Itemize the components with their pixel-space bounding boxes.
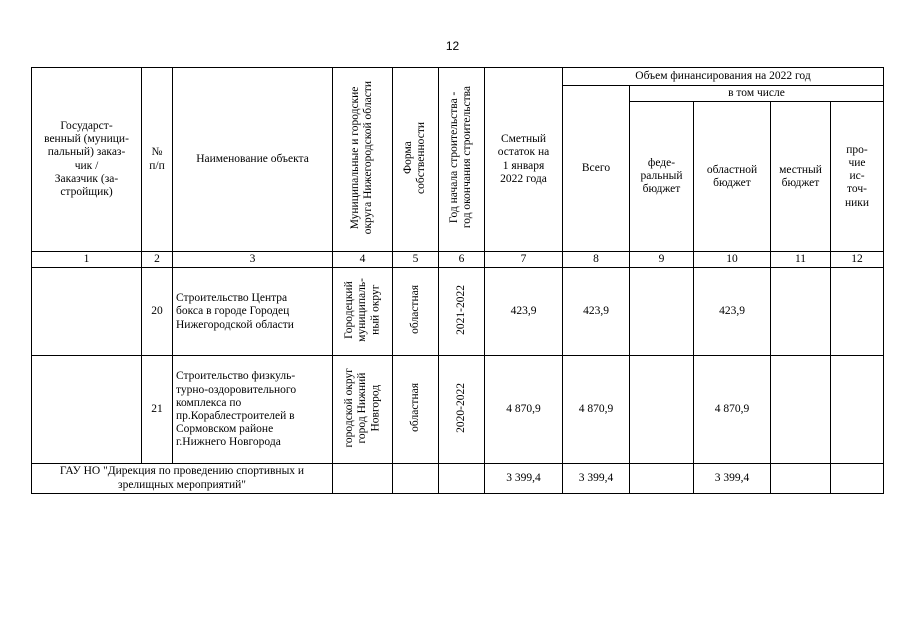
header-total: Всего: [563, 86, 630, 252]
row-other: [831, 356, 884, 464]
table-row: [32, 268, 884, 356]
row-municipal-text: городской округ город Нижний Новгород: [342, 368, 382, 448]
row-federal: [630, 268, 694, 356]
summary-federal: [630, 464, 694, 493]
column-numbers-row: [32, 252, 884, 268]
row-num: 20: [142, 268, 173, 356]
financing-table: [31, 67, 884, 494]
row-years: [439, 268, 485, 356]
row-other: [831, 268, 884, 356]
summary-municipal: [333, 464, 393, 493]
row-federal: [630, 356, 694, 464]
row-name: Строительство физкуль- турно-оздоровительного комплекса по пр.Кораблестроителей в Сормовском районе г.Нижнего Новгорода: [173, 356, 333, 464]
row-customer-cell: [32, 356, 142, 464]
header-ownership-text: Форма собственности: [402, 121, 428, 194]
column-number: 4: [333, 252, 393, 268]
header-customer: Государст- венный (муници- пальный) заказ- чик / Заказчик (за- стройщик): [32, 68, 142, 252]
column-number: 7: [485, 252, 563, 268]
column-number: 6: [439, 252, 485, 268]
header-balance: Сметный остаток на 1 января 2022 года: [485, 68, 563, 252]
column-number: 12: [831, 252, 884, 268]
row-years: [439, 356, 485, 464]
header-regional: областной бюджет: [694, 102, 771, 252]
header-financing: Объем финансирования на 2022 год: [563, 68, 884, 86]
row-local: [771, 356, 831, 464]
summary-total: 3 399,4: [563, 464, 630, 493]
column-number: 8: [563, 252, 630, 268]
header-years-text: Год начала строительства - год окончания строительства: [448, 86, 474, 229]
row-balance: 4 870,9: [485, 356, 563, 464]
header-including: в том числе: [630, 86, 884, 102]
column-number: 1: [32, 252, 142, 268]
header-num: № п/п: [142, 68, 173, 252]
summary-regional: 3 399,4: [694, 464, 771, 493]
column-number: 10: [694, 252, 771, 268]
row-balance: 423,9: [485, 268, 563, 356]
summary-label: ГАУ НО "Дирекция по проведению спортивных и зрелищных мероприятий": [32, 464, 333, 493]
row-total: 423,9: [563, 268, 630, 356]
row-total: 4 870,9: [563, 356, 630, 464]
column-number: 2: [142, 252, 173, 268]
row-local: [771, 268, 831, 356]
header-federal: феде- ральный бюджет: [630, 102, 694, 252]
column-number: 3: [173, 252, 333, 268]
page-number: 12: [445, 39, 460, 53]
row-customer-cell: [32, 268, 142, 356]
summary-row: [32, 464, 884, 493]
summary-years: [439, 464, 485, 493]
summary-other: [831, 464, 884, 493]
header-municipal-text: Муниципальные и городские округа Нижегородской области: [349, 80, 375, 235]
header-municipal: [333, 68, 393, 252]
row-municipal: [333, 356, 393, 464]
table-row: [32, 356, 884, 464]
column-number: 9: [630, 252, 694, 268]
summary-balance: 3 399,4: [485, 464, 563, 493]
header-other: про- чие ис- точ- ники: [831, 102, 884, 252]
row-ownership: [393, 356, 439, 464]
row-ownership-text: областная: [408, 285, 421, 335]
row-municipal: [333, 268, 393, 356]
column-number: 5: [393, 252, 439, 268]
summary-local: [771, 464, 831, 493]
row-years-text: 2021-2022: [454, 284, 467, 335]
row-years-text: 2020-2022: [454, 382, 467, 433]
row-municipal-text: Городецкий муниципаль- ный округ: [342, 277, 382, 342]
row-regional: 4 870,9: [694, 356, 771, 464]
row-name: Строительство Центра бокса в городе Городец Нижегородской области: [173, 268, 333, 356]
summary-ownership: [393, 464, 439, 493]
header-local: местный бюджет: [771, 102, 831, 252]
header-years: [439, 68, 485, 252]
header-object-name: Наименование объекта: [173, 68, 333, 252]
row-num: 21: [142, 356, 173, 464]
column-number: 11: [771, 252, 831, 268]
row-ownership: [393, 268, 439, 356]
row-regional: 423,9: [694, 268, 771, 356]
row-ownership-text: областная: [408, 383, 421, 433]
header-ownership: [393, 68, 439, 252]
